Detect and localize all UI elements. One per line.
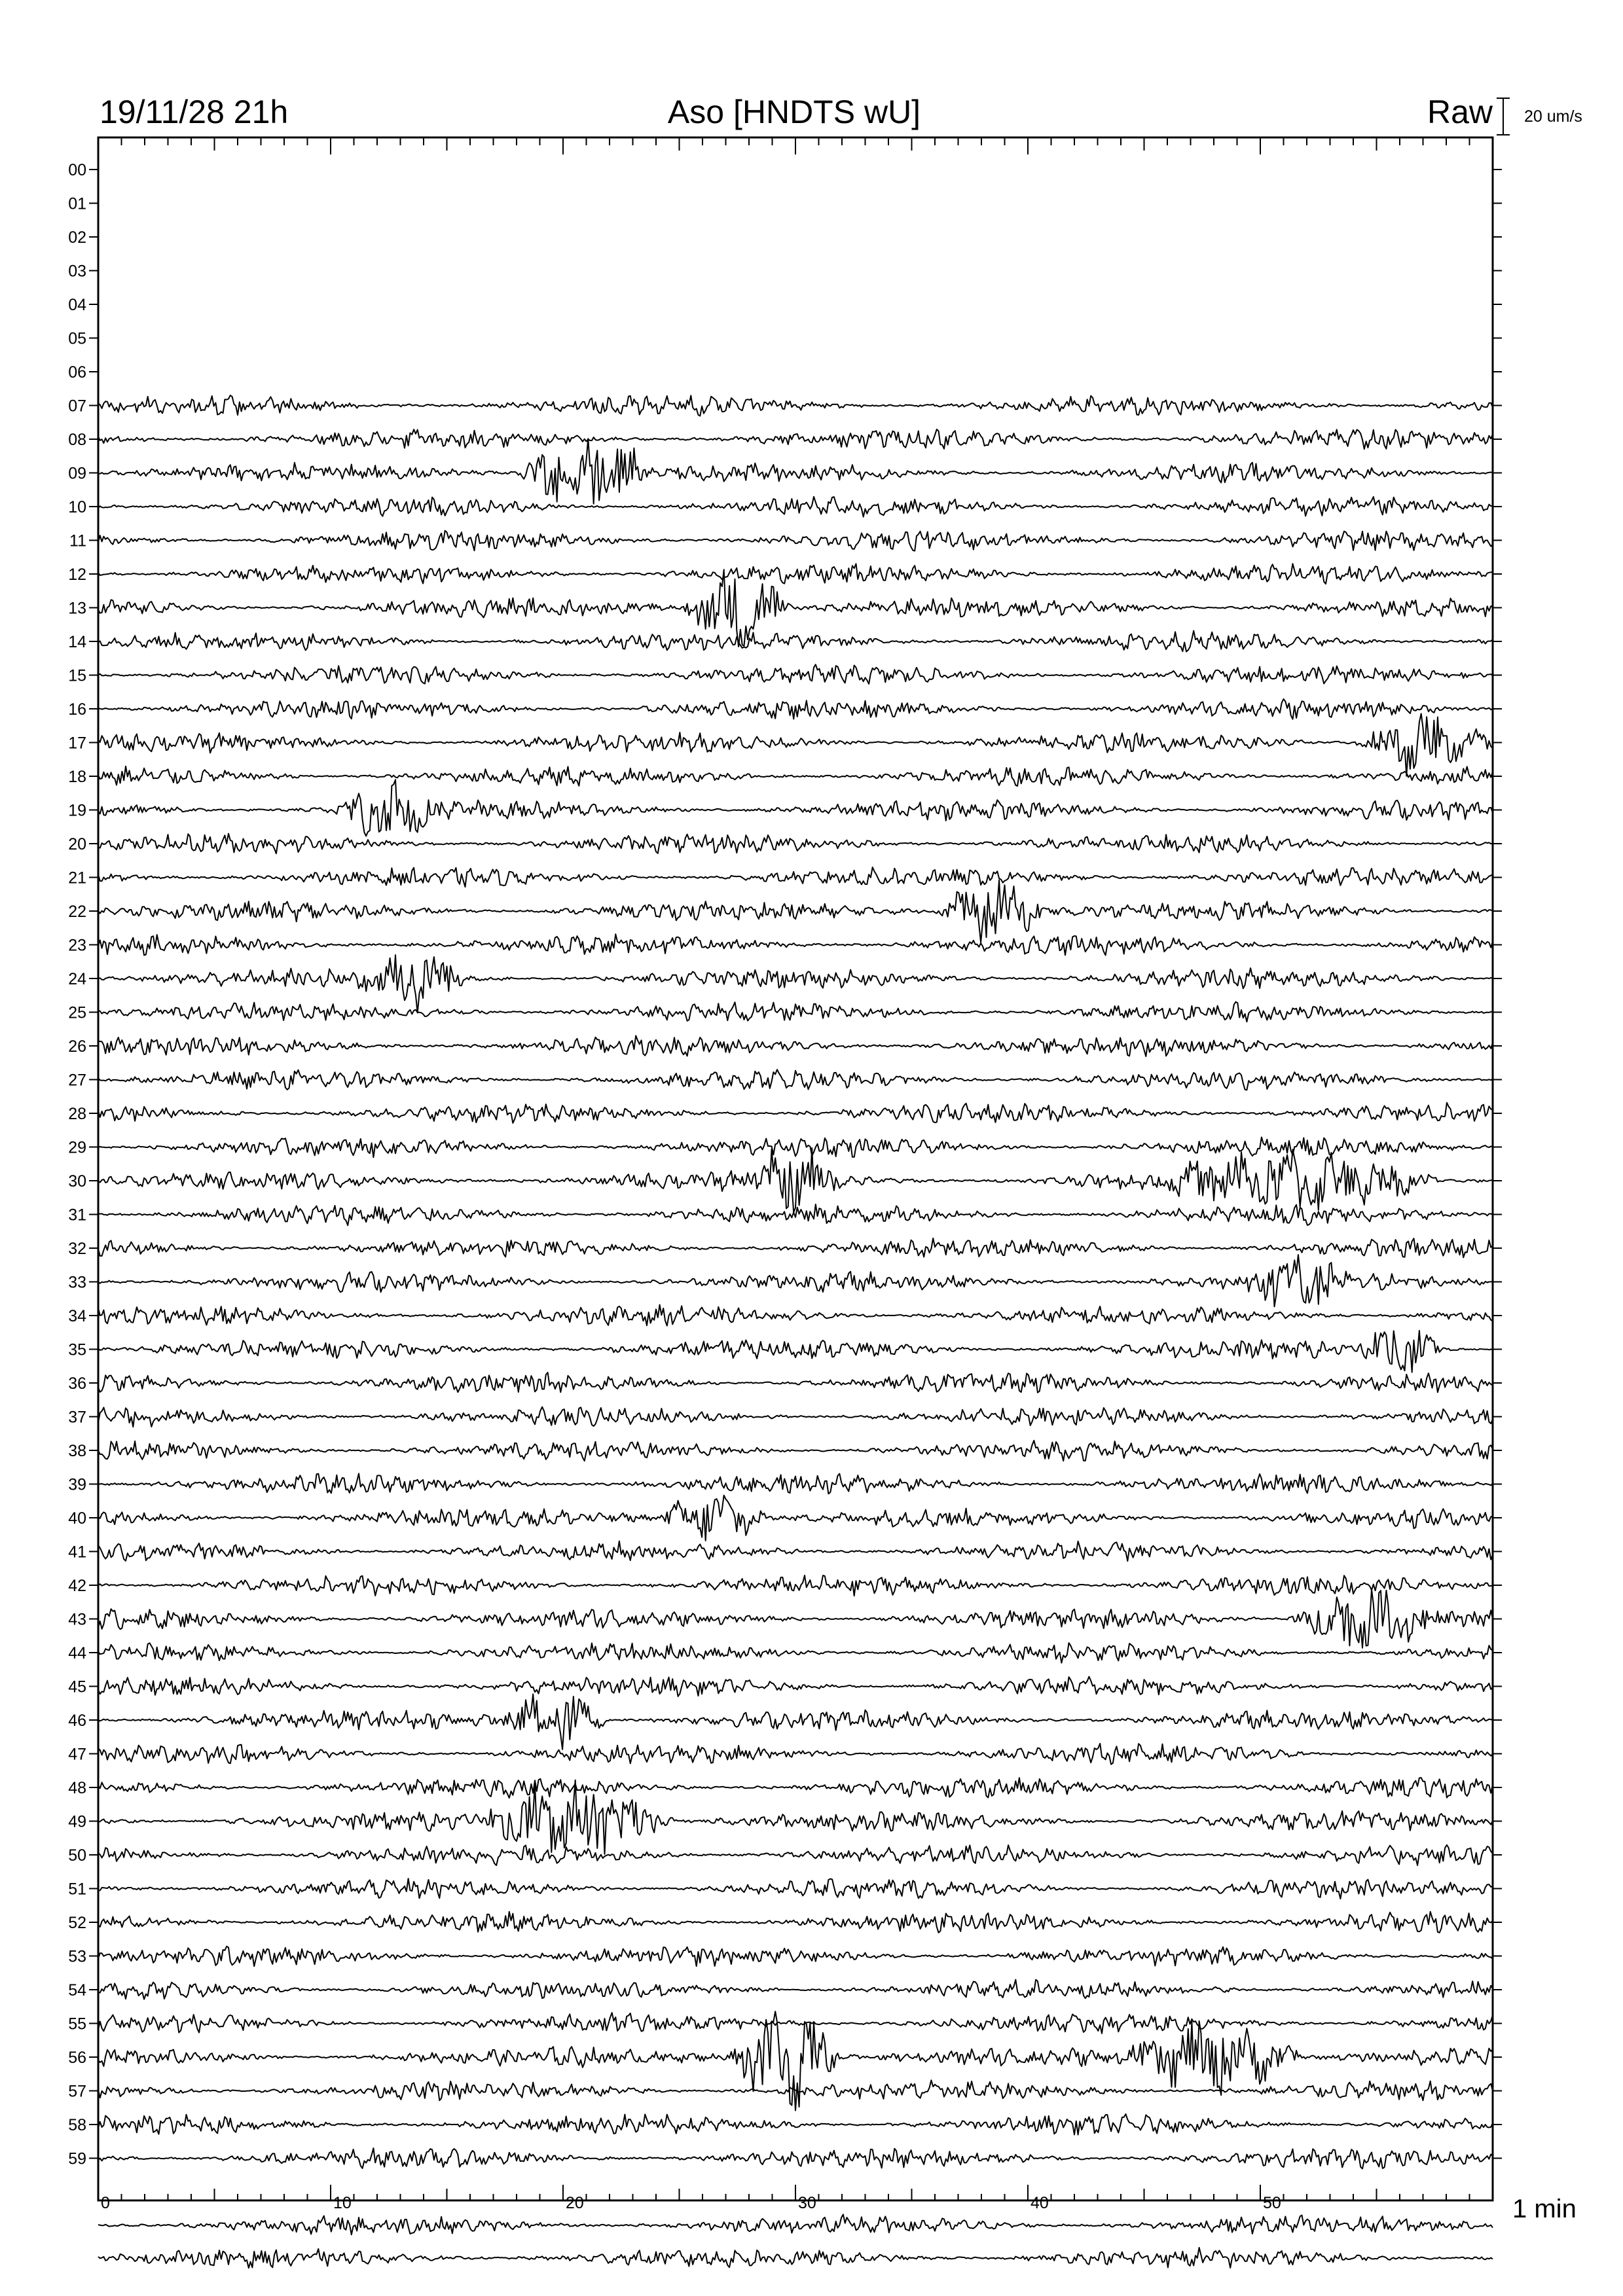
trace-line	[98, 1148, 1493, 1212]
row-label: 12	[68, 565, 86, 584]
trace-line	[98, 1496, 1493, 1541]
row-label: 16	[68, 700, 86, 719]
row-label: 08	[68, 431, 86, 449]
trace-line	[98, 1778, 1493, 1798]
row-label: 05	[68, 329, 86, 348]
row-label: 19	[68, 801, 86, 820]
row-label: 43	[68, 1610, 86, 1629]
row-label: 21	[68, 869, 86, 888]
row-label: 28	[68, 1105, 86, 1123]
trace-line	[98, 1372, 1493, 1393]
row-label: 22	[68, 903, 86, 921]
row-label: 31	[68, 1206, 86, 1225]
trace-line	[98, 564, 1493, 584]
trace-line	[98, 569, 1493, 647]
row-label: 13	[68, 599, 86, 618]
row-label: 53	[68, 1947, 86, 1966]
trace-line	[98, 934, 1493, 955]
row-label: 48	[68, 1779, 86, 1797]
row-label: 10	[68, 498, 86, 516]
time-axis	[98, 2185, 1493, 2212]
row-label: 42	[68, 1577, 86, 1595]
trace-line	[98, 834, 1493, 854]
trace-line	[98, 1138, 1493, 1158]
row-label: 50	[68, 1846, 86, 1865]
trace-line	[98, 1575, 1493, 1596]
time-tick-label: 0	[101, 2194, 110, 2212]
seismic-traces	[98, 395, 1493, 2268]
row-label: 54	[68, 1981, 86, 2000]
row-label: 09	[68, 464, 86, 483]
row-label: 35	[68, 1340, 86, 1359]
row-label: 33	[68, 1273, 86, 1292]
row-label: 07	[68, 397, 86, 416]
row-label: 56	[68, 2049, 86, 2067]
trace-line	[98, 1878, 1493, 1899]
trace-line	[98, 1694, 1493, 1749]
row-label: 47	[68, 1745, 86, 1764]
trace-line	[98, 1980, 1493, 2000]
row-label: 04	[68, 296, 86, 314]
row-label: 59	[68, 2149, 86, 2168]
trace-line	[98, 2013, 1493, 2034]
row-label: 37	[68, 1408, 86, 1427]
row-label: 46	[68, 1712, 86, 1730]
trace-line	[98, 2214, 1493, 2234]
row-label: 38	[68, 1442, 86, 1460]
row-label: 36	[68, 1374, 86, 1393]
row-label: 44	[68, 1644, 86, 1662]
trace-line	[98, 664, 1493, 684]
row-label: 23	[68, 936, 86, 955]
trace-line	[98, 531, 1493, 551]
row-label: 57	[68, 2082, 86, 2101]
trace-line	[98, 2148, 1493, 2169]
trace-line	[98, 766, 1493, 786]
trace-line	[98, 1331, 1493, 1372]
time-tick-label: 40	[1030, 2194, 1049, 2212]
time-tick-label: 10	[333, 2194, 352, 2212]
row-label: 41	[68, 1543, 86, 1562]
row-label: 15	[68, 666, 86, 685]
time-tick-label: 20	[566, 2194, 584, 2212]
trace-line	[98, 1103, 1493, 1123]
row-label: 45	[68, 1677, 86, 1696]
trace-line	[98, 1744, 1493, 1765]
row-label: 18	[68, 768, 86, 786]
trace-line	[98, 497, 1493, 517]
trace-line	[98, 1780, 1493, 1854]
trace-line	[98, 439, 1493, 504]
row-label: 27	[68, 1071, 86, 1090]
time-tick-label: 30	[798, 2194, 816, 2212]
trace-line	[98, 1677, 1493, 1696]
row-label: 25	[68, 1003, 86, 1022]
trace-line	[98, 780, 1493, 836]
trace-line	[98, 1845, 1493, 1865]
row-label: 29	[68, 1138, 86, 1157]
row-label: 30	[68, 1172, 86, 1191]
chart-title: Aso [HNDTS wU]	[667, 94, 921, 130]
row-label: 11	[69, 531, 86, 550]
trace-line	[98, 867, 1493, 887]
trace-line	[98, 1069, 1493, 1090]
trace-line	[98, 1255, 1493, 1306]
row-label: 24	[68, 970, 86, 988]
row-label: 26	[68, 1037, 86, 1056]
trace-line	[98, 1441, 1493, 1461]
row-label: 49	[68, 1812, 86, 1831]
row-label: 34	[68, 1307, 86, 1325]
trace-line	[98, 1643, 1493, 1663]
row-labels	[68, 161, 86, 2168]
row-label: 52	[68, 1914, 86, 1932]
row-label: 06	[68, 363, 86, 382]
trace-line	[98, 1590, 1493, 1648]
trace-line	[98, 1473, 1493, 1494]
trace-line	[98, 1035, 1493, 1056]
time-tick-label: 50	[1263, 2194, 1281, 2212]
trace-line	[98, 2011, 1493, 2110]
trace-line	[98, 1002, 1493, 1022]
row-label: 02	[68, 228, 86, 247]
trace-line	[98, 1407, 1493, 1427]
mode-label: Raw	[1427, 94, 1493, 130]
trace-line	[98, 699, 1493, 719]
row-label: 00	[68, 161, 86, 179]
trace-line	[98, 2114, 1493, 2135]
trace-line	[98, 631, 1493, 652]
trace-line	[98, 713, 1493, 776]
row-label: 17	[68, 734, 86, 753]
row-label: 51	[68, 1880, 86, 1899]
row-label: 55	[68, 2015, 86, 2034]
row-label: 39	[68, 1475, 86, 1494]
trace-line	[98, 1912, 1493, 1933]
amplitude-scale-bar	[1497, 98, 1510, 135]
row-label: 14	[68, 633, 86, 651]
row-label: 03	[68, 262, 86, 281]
trace-line	[98, 429, 1493, 449]
row-label: 58	[68, 2116, 86, 2134]
trace-line	[98, 1541, 1493, 1562]
row-label: 40	[68, 1509, 86, 1528]
row-label: 20	[68, 835, 86, 853]
trace-line	[98, 1946, 1493, 1966]
scale-bar-label: 20 um/s	[1524, 107, 1582, 126]
x-unit-label: 1 min	[1512, 2195, 1577, 2223]
datetime-label: 19/11/28 21h	[100, 94, 289, 130]
trace-line	[98, 1238, 1493, 1257]
trace-line	[98, 1305, 1493, 1326]
trace-line	[98, 880, 1493, 942]
trace-line	[98, 2248, 1493, 2268]
trace-line	[98, 395, 1493, 416]
row-label: 01	[68, 194, 86, 213]
row-label: 32	[68, 1240, 86, 1258]
trace-line	[98, 2080, 1493, 2100]
